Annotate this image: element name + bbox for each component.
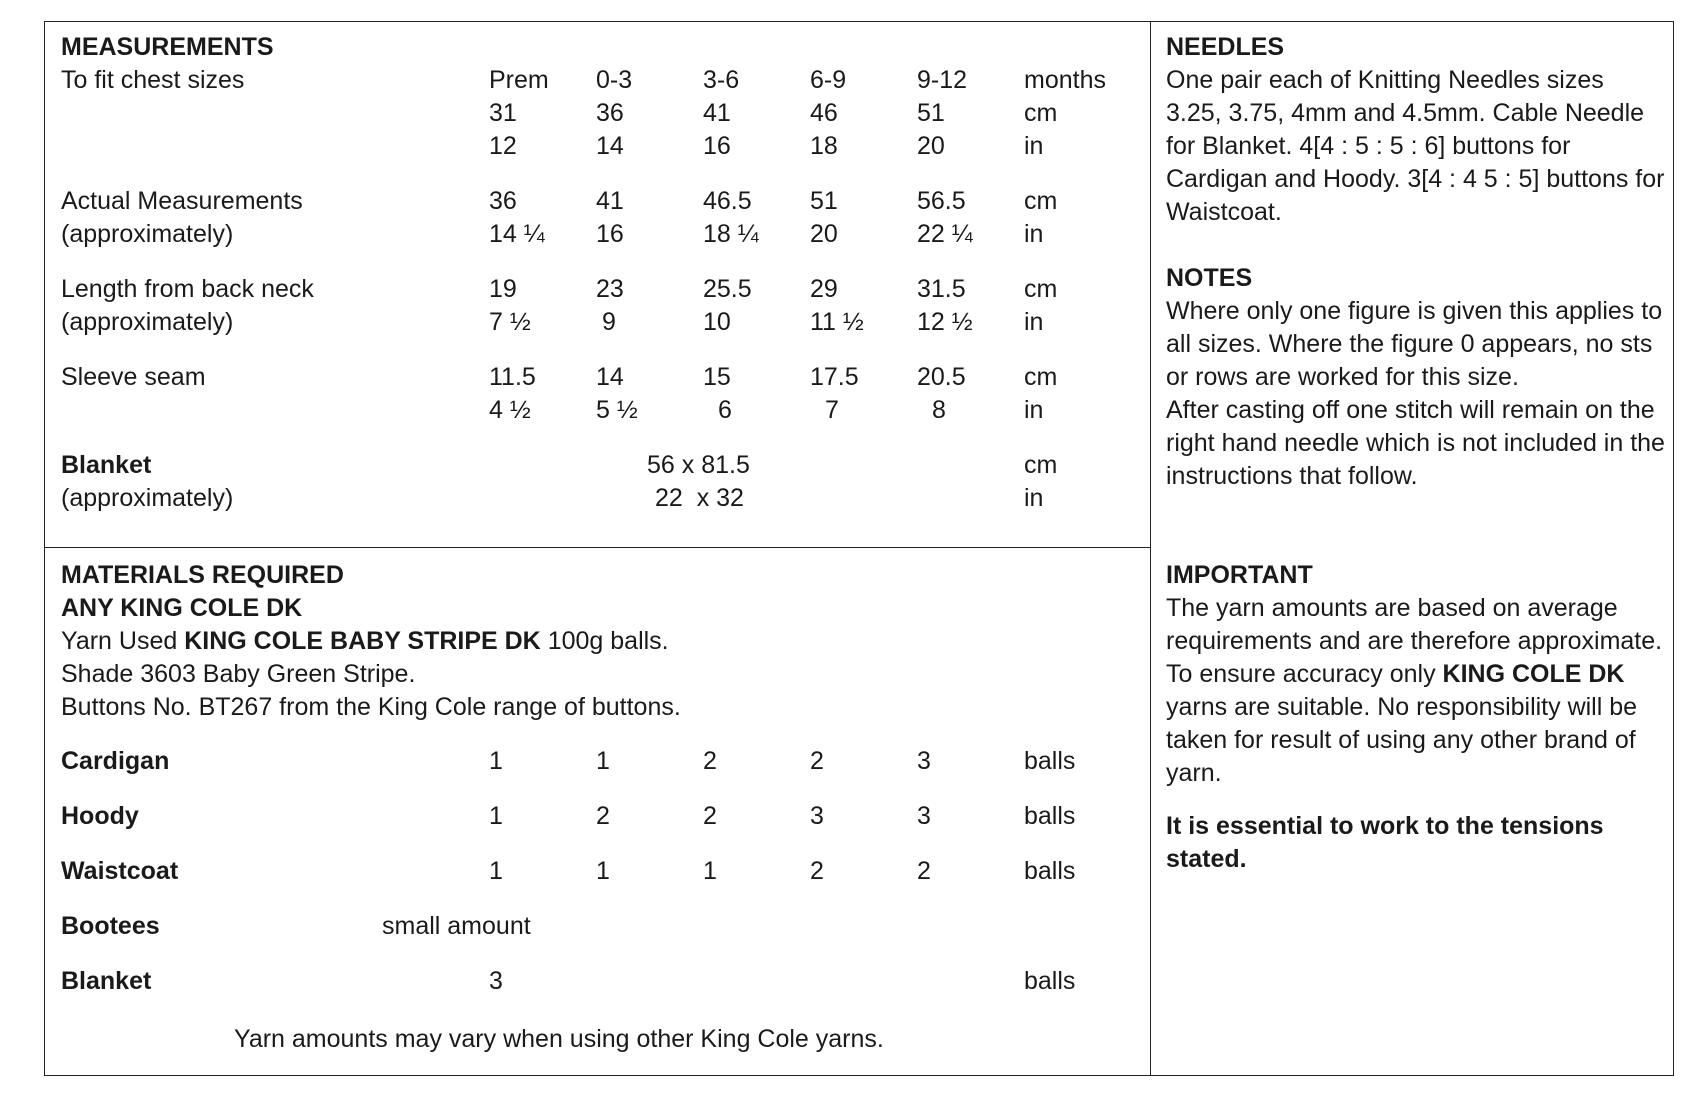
value-cell: 2 (810, 747, 824, 775)
unit-label: in (1024, 484, 1044, 512)
value-cell: 2 (810, 857, 824, 885)
value-cell: 16 (703, 132, 731, 160)
buttons-line: Buttons No. BT267 from the King Cole range of buttons. (61, 693, 681, 721)
unit-label: months (1024, 66, 1106, 94)
value-cell: 1 (596, 857, 610, 885)
unit-label: balls (1024, 802, 1076, 830)
value-cell: 12 ½ (917, 308, 973, 336)
important-section (1166, 559, 1666, 876)
yarn-prefix: Yarn Used (61, 627, 185, 655)
value-cell: 41 (596, 187, 624, 215)
blanket-label: Blanket (61, 451, 152, 479)
value-cell: 2 (917, 857, 931, 885)
blanket-materials-value: 3 (489, 967, 503, 995)
tension-note: It is essential to work to the tensions stated. (1166, 812, 1604, 873)
value-cell: 9 (602, 308, 616, 336)
unit-label: balls (1024, 747, 1076, 775)
bootees-value: small amount (382, 912, 531, 940)
section-divider (44, 547, 1151, 548)
needles-text: One pair each of Knitting Needles sizes 3.25, 3.75, 4mm and 4.5mm. Cable Needle for Blanket. 4[4 : 5 : 5 : 6] buttons for Cardigan and Hoody. 3[4 : 4 5 : 5] buttons for Waistcoat. (1166, 66, 1665, 226)
value-cell: 36 (489, 187, 517, 215)
value-cell: 8 (932, 396, 946, 424)
size-cell: 0-3 (596, 66, 633, 94)
important-text-2-bold: KING COLE DK (1442, 660, 1625, 688)
actual-sublabel: (approximately) (61, 220, 234, 248)
value-cell: 29 (810, 275, 838, 303)
important-text-1: The yarn amounts are based on average requirements and are therefore approximate. (1166, 594, 1663, 655)
value-cell: 22 ¼ (917, 220, 973, 248)
unit-label: balls (1024, 967, 1076, 995)
value-cell: 5 ½ (596, 396, 638, 424)
yarn-suffix: 100g balls. (540, 627, 669, 655)
value-cell: 1 (489, 857, 503, 885)
value-cell: 18 ¼ (703, 220, 759, 248)
value-cell: 18 (810, 132, 838, 160)
notes-text-2: After casting off one stitch will remain on the right hand needle which is not included in the instructions that follow. (1166, 396, 1665, 490)
size-cell: 6-9 (810, 66, 847, 94)
value-cell: 1 (703, 857, 717, 885)
waistcoat-label: Waistcoat (61, 857, 179, 885)
notes-heading: NOTES (1166, 264, 1253, 292)
value-cell: 2 (703, 747, 717, 775)
hoody-label: Hoody (61, 802, 139, 830)
value-cell: 3 (810, 802, 824, 830)
bootees-label: Bootees (61, 912, 160, 940)
value-cell: 23 (596, 275, 624, 303)
value-cell: 10 (703, 308, 731, 336)
blanket-in: 22 x 32 (655, 484, 744, 512)
value-cell: 15 (703, 363, 731, 391)
value-cell: 51 (917, 99, 945, 127)
value-cell: 19 (489, 275, 517, 303)
sleeve-label: Sleeve seam (61, 363, 206, 391)
needles-heading: NEEDLES (1166, 33, 1285, 61)
important-text-2 (1166, 658, 1666, 790)
shade-line: Shade 3603 Baby Green Stripe. (61, 660, 416, 688)
unit-label: cm (1024, 275, 1058, 303)
value-cell: 41 (703, 99, 731, 127)
value-cell: 16 (596, 220, 624, 248)
value-cell: 56.5 (917, 187, 966, 215)
materials-footer: Yarn amounts may vary when using other King Cole yarns. (234, 1025, 884, 1053)
value-cell: 1 (489, 802, 503, 830)
unit-label: in (1024, 308, 1044, 336)
value-cell: 12 (489, 132, 517, 160)
unit-label: cm (1024, 99, 1058, 127)
value-cell: 2 (596, 802, 610, 830)
unit-label: in (1024, 132, 1044, 160)
value-cell: 7 ½ (489, 308, 531, 336)
value-cell: 3 (917, 802, 931, 830)
value-cell: 46.5 (703, 187, 752, 215)
value-cell: 20 (917, 132, 945, 160)
value-cell: 11.5 (489, 363, 536, 391)
blanket-sublabel: (approximately) (61, 484, 234, 512)
unit-label: in (1024, 220, 1044, 248)
materials-heading: MATERIALS REQUIRED (61, 561, 344, 589)
value-cell: 2 (703, 802, 717, 830)
needles-section (1166, 31, 1666, 229)
important-heading: IMPORTANT (1166, 561, 1313, 589)
value-cell: 36 (596, 99, 624, 127)
value-cell: 25.5 (703, 275, 752, 303)
value-cell: 51 (810, 187, 838, 215)
length-sublabel: (approximately) (61, 308, 234, 336)
blanket-materials-label: Blanket (61, 967, 152, 995)
important-text-2-prefix: To ensure accuracy only (1166, 660, 1443, 688)
yarn-name: KING COLE BABY STRIPE DK (184, 627, 541, 655)
column-divider (1150, 21, 1151, 1076)
length-label: Length from back neck (61, 275, 314, 303)
value-cell: 7 (825, 396, 839, 424)
size-cell: Prem (489, 66, 549, 94)
unit-label: in (1024, 396, 1044, 424)
unit-label: cm (1024, 363, 1058, 391)
value-cell: 1 (489, 747, 503, 775)
unit-label: cm (1024, 451, 1058, 479)
measurements-heading: MEASUREMENTS (61, 33, 274, 61)
value-cell: 31 (489, 99, 517, 127)
cardigan-label: Cardigan (61, 747, 170, 775)
size-cell: 3-6 (703, 66, 740, 94)
materials-subheading: ANY KING COLE DK (61, 594, 303, 622)
unit-label: cm (1024, 187, 1058, 215)
value-cell: 6 (718, 396, 732, 424)
value-cell: 31.5 (917, 275, 966, 303)
value-cell: 1 (596, 747, 610, 775)
value-cell: 11 ½ (810, 308, 864, 336)
actual-label: Actual Measurements (61, 187, 303, 215)
value-cell: 3 (917, 747, 931, 775)
notes-section (1166, 262, 1666, 493)
yarn-used-line (61, 625, 669, 658)
value-cell: 20.5 (917, 363, 966, 391)
value-cell: 17.5 (810, 363, 859, 391)
notes-text-1: Where only one figure is given this applies to all sizes. Where the figure 0 appears, no sts or rows are worked for this size. (1166, 297, 1663, 391)
value-cell: 14 (596, 132, 624, 160)
value-cell: 4 ½ (489, 396, 531, 424)
unit-label: balls (1024, 857, 1076, 885)
value-cell: 14 ¼ (489, 220, 545, 248)
value-cell: 46 (810, 99, 838, 127)
important-text-2-suffix: yarns are suitable. No responsibility will be taken for result of using any other brand of yarn. (1166, 693, 1638, 787)
blanket-cm: 56 x 81.5 (647, 451, 750, 479)
size-cell: 9-12 (917, 66, 968, 94)
value-cell: 20 (810, 220, 838, 248)
value-cell: 14 (596, 363, 624, 391)
chest-label: To fit chest sizes (61, 66, 245, 94)
